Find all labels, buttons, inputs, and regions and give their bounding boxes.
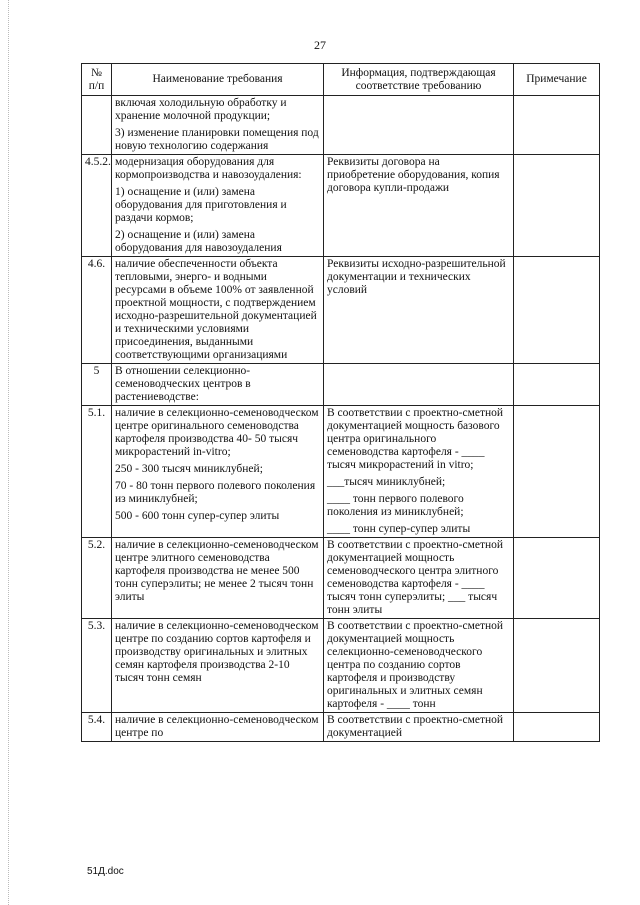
table-row xyxy=(82,713,600,742)
table-row xyxy=(82,538,600,619)
confirmation-text: ___тысяч миниклубней; xyxy=(327,476,446,488)
requirement-text: наличие в селекционно-семеноводческом центре элитного семеноводства картофеля производства не менее 500 тонн суперэлиты; не менее 2 тысяч тонн элиты xyxy=(115,539,319,603)
footer-filename: 51Д.doc xyxy=(87,866,124,877)
table-header-row xyxy=(82,64,600,96)
row-number: 5.2. xyxy=(82,538,112,619)
requirement-text: 500 - 600 тонн супер-супер элиты xyxy=(115,510,280,522)
requirement-text: 70 - 80 тонн первого полевого поколения из миниклубней; xyxy=(115,480,316,505)
confirmation-cell xyxy=(324,96,514,155)
requirement-text: модернизация оборудования для кормопроизводства и навозоудаления: xyxy=(115,156,302,181)
row-number: 4.6. xyxy=(82,257,112,364)
confirmation-text: В соответствии с проектно-сметной документацией мощность семеноводческого центра элитного семеноводства картофеля - ____ тысяч тонн суперэлиты; ___ тысяч тонн элиты xyxy=(327,539,504,616)
confirmation-text: В соответствии с проектно-сметной документацией мощность селекционно-семеноводческого центра по созданию сортов картофеля и производству оригинальных и элитных семян картофеля - ____ тонн xyxy=(327,620,504,710)
requirement-cell xyxy=(112,96,324,155)
requirement-text: В отношении селекционно-семеноводческих центров в растениеводстве: xyxy=(115,365,251,403)
confirmation-text: Реквизиты исходно-разрешительной документации и технических условий xyxy=(327,258,506,296)
requirement-cell xyxy=(112,155,324,257)
note-cell xyxy=(514,538,600,619)
note-cell xyxy=(514,619,600,713)
confirmation-cell xyxy=(324,155,514,257)
requirement-cell xyxy=(112,406,324,538)
requirement-text: включая холодильную обработку и хранение молочной продукции; xyxy=(115,97,287,122)
confirmation-text: В соответствии с проектно-сметной документацией xyxy=(327,714,504,739)
page-number: 27 xyxy=(314,38,326,52)
confirmation-text: ____ тонн первого полевого поколения из миниклубней; xyxy=(327,493,464,518)
requirement-cell xyxy=(112,619,324,713)
requirement-text: 1) оснащение и (или) замена оборудования для приготовления и раздачи кормов; xyxy=(115,186,287,224)
requirement-cell xyxy=(112,257,324,364)
confirmation-text: Реквизиты договора на приобретение оборудования, копия договора купли-продажи xyxy=(327,156,500,194)
header-info: Информация, подтверждающая соответствие требованию xyxy=(324,64,514,96)
confirmation-text: ____ тонн супер-супер элиты xyxy=(327,523,471,535)
confirmation-cell xyxy=(324,364,514,406)
row-number: 5 xyxy=(82,364,112,406)
header-note: Примечание xyxy=(514,64,600,96)
note-cell xyxy=(514,406,600,538)
requirement-text: наличие обеспеченности объекта тепловыми, энерго- и водными ресурсами в объеме 100% от заявленной проектной мощности, с подтверждением исходно-разрешительной документацией и техническими условиями присоединения, выданными соответствующими организациями xyxy=(115,258,317,361)
requirement-text: 3) изменение планировки помещения под новую технологию содержания xyxy=(115,127,319,152)
note-cell xyxy=(514,713,600,742)
requirements-table xyxy=(81,63,600,742)
table-row xyxy=(82,155,600,257)
requirement-text: наличие в селекционно-семеноводческом центре по созданию сортов картофеля и производству оригинальных и элитных семян картофеля производства 2-10 тысяч тонн семян xyxy=(115,620,319,684)
confirmation-cell xyxy=(324,257,514,364)
table-row xyxy=(82,406,600,538)
row-number: 4.5.2. xyxy=(82,155,112,257)
table-body xyxy=(82,96,600,742)
header-num: № п/п xyxy=(82,64,112,96)
row-number xyxy=(82,96,112,155)
table-row xyxy=(82,364,600,406)
table-row xyxy=(82,619,600,713)
requirement-text: 2) оснащение и (или) замена оборудования для навозоудаления xyxy=(115,229,282,254)
note-cell xyxy=(514,364,600,406)
requirement-text: наличие в селекционно-семеноводческом центре оригинального семеноводства картофеля производства 40- 50 тысяч микрорастений in-vitro; xyxy=(115,407,319,458)
requirement-cell xyxy=(112,538,324,619)
note-cell xyxy=(514,257,600,364)
confirmation-cell xyxy=(324,619,514,713)
row-number: 5.1. xyxy=(82,406,112,538)
row-number: 5.4. xyxy=(82,713,112,742)
scan-margin-rule xyxy=(8,0,9,905)
table-row xyxy=(82,257,600,364)
requirement-cell xyxy=(112,713,324,742)
note-cell xyxy=(514,96,600,155)
row-number: 5.3. xyxy=(82,619,112,713)
requirement-cell xyxy=(112,364,324,406)
note-cell xyxy=(514,155,600,257)
table-row xyxy=(82,96,600,155)
confirmation-cell xyxy=(324,406,514,538)
confirmation-cell xyxy=(324,713,514,742)
header-name: Наименование требования xyxy=(112,64,324,96)
confirmation-cell xyxy=(324,538,514,619)
requirement-text: наличие в селекционно-семеноводческом центре по xyxy=(115,714,319,739)
requirement-text: 250 - 300 тысяч миниклубней; xyxy=(115,463,263,475)
confirmation-text: В соответствии с проектно-сметной документацией мощность базового центра оригинального семеноводства картофеля - ____ тысяч микрорастений in vitro; xyxy=(327,407,504,471)
